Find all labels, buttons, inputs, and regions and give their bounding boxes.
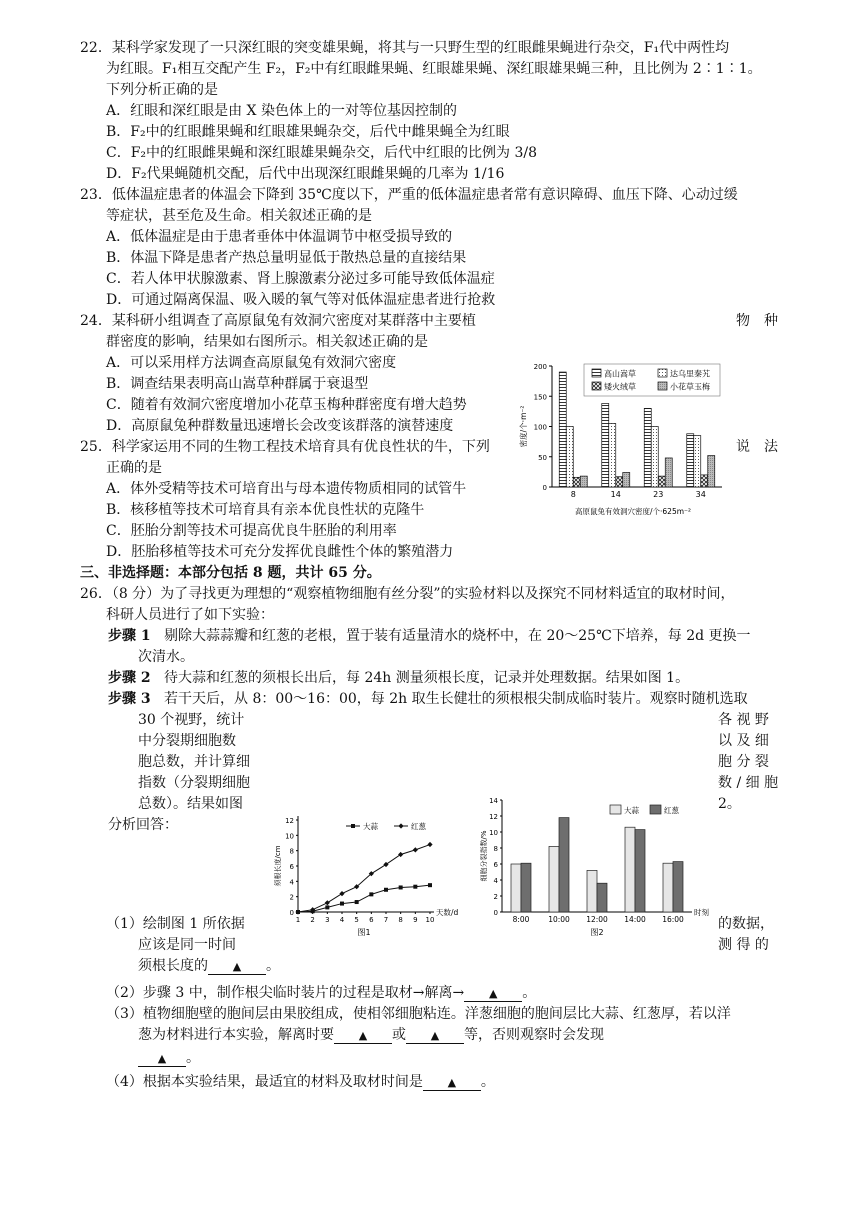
series-line-1 [298, 885, 430, 912]
step3-text-d: 胞总数，并计算细 [138, 754, 250, 770]
end-mark: 。 [186, 1050, 200, 1066]
q22-option-c: C．F₂中的红眼雌果蝇和深红眼雄果蝇杂交，后代中红眼的比例为 3/8 [106, 145, 538, 161]
bar-1 [559, 372, 566, 487]
legend-swatch [658, 382, 667, 390]
x-tick-label: 14 [610, 490, 621, 499]
plant-density-bar-chart [508, 356, 730, 520]
step3-text-c-tail: 以 及 细 [718, 733, 769, 749]
y-tick-label: 10 [285, 832, 294, 841]
x-tick-label: 8 [398, 916, 403, 924]
q23-option-b: B．体温下降是患者产热总量明显低于散热总量的直接结果 [106, 250, 467, 266]
bar-4 [708, 456, 715, 487]
q22-option-d: D．F₂代果蝇随机交配，后代中出现深红眼雌果蝇的几率为 1/16 [106, 166, 505, 182]
answer-blank-4[interactable]: ▲ [406, 1029, 464, 1044]
bar-3 [616, 477, 623, 487]
part3-or: 或 [392, 1027, 406, 1043]
x-tick-label: 9 [413, 916, 418, 924]
x-tick-label: 12:00 [586, 915, 608, 924]
q26-stem-line1: 26．（8 分）为了寻找更为理想的“观察植物细胞有丝分裂”的实验材料以及探究不同材料适宜的取材时间， [80, 586, 735, 602]
data-point [325, 900, 330, 905]
legend-swatch [650, 805, 661, 814]
x-tick-label: 7 [383, 916, 389, 924]
part2-line [106, 983, 536, 1003]
x-tick-label: 5 [354, 916, 359, 924]
step3-text: 若干天后，从 8：00～16：00，每 2h 取生长健壮的须根根尖制成临时装片。观察时随机选取 [164, 691, 748, 707]
y-axis-label: 细胞分裂指数/% [480, 830, 488, 882]
q24-stem-line1: 24．某科研小组调查了高原鼠兔有效洞穴密度对某群落中主要植 [80, 313, 476, 329]
end-mark: 。 [266, 958, 280, 974]
step1-label: 步骤 1 [108, 628, 151, 644]
x-axis-label: 高原鼠兔有效洞穴密度/个·625m⁻² [575, 507, 691, 516]
step3-text-f: 总数）。结果如图 [138, 796, 243, 812]
q25-stem-line2: 正确的是 [106, 460, 162, 476]
q24-option-a: A．可以采用样方法调查高原鼠兔有效洞穴密度 [106, 355, 397, 371]
q23-option-d: D．可通过隔离保温、吸入暖的氧气等对低体温症患者进行抢救 [106, 292, 496, 308]
y-tick-label: 200 [533, 363, 547, 371]
x-tick-label: 4 [339, 916, 345, 924]
bar-2 [609, 423, 616, 487]
q25-option-a: A．体外受精等技术可培育出与母本遗传物质相同的试管牛 [106, 481, 467, 497]
legend-marker [351, 824, 355, 828]
step3-text-d-tail: 胞 分 裂 [718, 754, 769, 770]
data-point [355, 900, 359, 904]
bar-2 [559, 818, 569, 912]
step3-text-f-tail: 2。 [718, 796, 741, 812]
analyze-label: 分析回答： [108, 817, 178, 833]
data-point [399, 885, 403, 889]
q25-option-b: B．核移植等技术可培育具有亲本优良性状的克隆牛 [106, 502, 425, 518]
q23-stem-line1: 23．低体温症患者的体温会下降到 35℃度以下，严重的低体温症患者常有意识障碍、血压下降、心动过缓 [80, 187, 738, 203]
bar-2 [566, 427, 573, 488]
step3-text-b-tail: 各 视 野 [718, 712, 769, 728]
q22-stem-line1: 22．某科学家发现了一只深红眼的突变雄果蝇，将其与一只野生型的红眼雌果蝇进行杂交，F₁代中两性均 [80, 40, 730, 56]
data-point [340, 902, 344, 906]
legend-label: 红葱 [664, 806, 679, 815]
figure-caption: 图2 [590, 928, 604, 937]
x-tick-label: 34 [695, 490, 706, 499]
q23-option-a: A．低体温症是由于患者垂体中体温调节中枢受损导致的 [106, 229, 453, 245]
q24-option-b: B．调查结果表明高山嵩草种群属于衰退型 [106, 376, 369, 392]
q24-option-c: C．随着有效洞穴密度增加小花草玉梅种群密度有增大趋势 [106, 397, 467, 413]
data-point [427, 842, 432, 847]
end-mark: 。 [480, 1074, 495, 1090]
y-tick-label: 12 [489, 813, 498, 821]
q22-stem-line2: 为红眼。F₁相互交配产生 F₂，F₂中有红眼雌果蝇、红眼雄果蝇、深红眼雄果蝇三种，且比例为 2∶1∶1。 [106, 61, 762, 77]
x-axis-label: 时刻 [694, 908, 709, 917]
legend-swatch [592, 382, 601, 390]
y-tick-label: 6 [493, 861, 498, 869]
y-tick-label: 6 [289, 863, 294, 871]
end-mark: 。 [522, 985, 537, 1001]
legend-label: 达乌里秦艽 [670, 369, 710, 379]
y-tick-label: 8 [493, 845, 498, 853]
legend-label: 矮火绒草 [604, 382, 636, 392]
bar-2 [635, 830, 645, 912]
x-tick-label: 1 [295, 916, 301, 924]
x-tick-label: 2 [310, 916, 315, 924]
x-tick-label: 8 [570, 490, 576, 499]
data-point [369, 892, 373, 896]
y-tick-label: 0 [493, 909, 498, 917]
part3-line2 [138, 1025, 604, 1045]
x-tick-label: 6 [369, 916, 374, 924]
q25-option-c: C．胚胎分割等技术可提高优良牛胚胎的利用率 [106, 523, 397, 539]
answer-blank-5[interactable]: ▲ [138, 1052, 186, 1067]
q22-option-b: B．F₂中的红眼雌果蝇和红眼雄果蝇杂交，后代中雌果蝇全为红眼 [106, 124, 510, 140]
q24-option-d: D．高原鼠兔种群数量迅速增长会改变该群落的演替速度 [106, 418, 454, 434]
q24-stem-line2: 群密度的影响，结果如右图所示。相关叙述正确的是 [106, 334, 428, 350]
step1-text: 剔除大蒜蒜瓣和红葱的老根，置于装有适量清水的烧杯中，在 20～25℃下培养，每 2d 更换一 [164, 628, 751, 644]
data-point [413, 847, 418, 852]
bar-1 [511, 864, 521, 912]
y-tick-label: 10 [489, 829, 498, 837]
answer-blank-6[interactable]: ▲ [423, 1076, 481, 1091]
bar-4 [623, 472, 630, 487]
bar-2 [651, 427, 658, 488]
answer-blank-2[interactable]: ▲ [464, 987, 522, 1002]
series-line-2 [298, 845, 430, 912]
bar-2 [673, 862, 683, 912]
bar-2 [521, 863, 531, 912]
figure-caption: 图1 [357, 928, 371, 937]
legend-label: 高山嵩草 [604, 369, 636, 379]
bar-1 [602, 404, 609, 487]
bar-4 [580, 476, 587, 487]
step1-text-cont: 次清水。 [138, 649, 194, 665]
q22-option-a: A．红眼和深红眼是由 X 染色体上的一对等位基因控制的 [106, 103, 457, 119]
y-tick-label: 2 [493, 893, 498, 901]
x-tick-label: 16:00 [662, 915, 684, 924]
answer-blank-3[interactable]: ▲ [334, 1029, 392, 1044]
bar-2 [694, 436, 701, 487]
bar-1 [549, 846, 559, 912]
bar-4 [665, 458, 672, 487]
q23-option-c: C．若人体甲状腺激素、肾上腺激素分泌过多可能导致低体温症 [106, 271, 495, 287]
bar-3 [701, 475, 708, 487]
data-point [325, 905, 329, 909]
legend-label: 红葱 [411, 822, 426, 831]
bar-1 [663, 863, 673, 912]
data-point [428, 883, 432, 887]
root-length-line-chart [270, 790, 474, 940]
y-tick-label: 8 [289, 847, 294, 856]
part1-line2: 应该是同一时间 [138, 937, 236, 953]
y-axis-label: 须根长度/cm [274, 845, 282, 887]
part1-line3 [138, 956, 280, 976]
part1-line1-tail: 的数据， [718, 916, 774, 932]
y-tick-label: 0 [542, 484, 547, 492]
q26-stem-line2: 科研人员进行了如下实验： [106, 607, 274, 623]
q25-stem-line1-tail: 说 法 [736, 439, 778, 455]
part4-line [106, 1072, 495, 1092]
q25-stem-line1: 25．科学家运用不同的生物工程技术培育具有优良性状的牛，下列 [80, 439, 490, 455]
step3-text-c: 中分裂期细胞数 [138, 733, 236, 749]
part1-text: 须根长度的 [138, 958, 208, 974]
part3-etc: 等，否则观察时会发现 [464, 1027, 604, 1043]
bar-1 [644, 408, 651, 487]
legend-swatch [610, 805, 621, 814]
x-tick-label: 10 [425, 916, 435, 924]
step2-label: 步骤 2 [108, 670, 151, 686]
q25-option-d: D．胚胎移植等技术可充分发挥优良雌性个体的繁殖潜力 [106, 544, 454, 560]
division-index-bar-chart [478, 790, 718, 940]
bar-2 [597, 883, 607, 912]
bar-3 [658, 476, 665, 487]
legend-swatch [658, 369, 667, 377]
q22-stem-line3: 下列分析正确的是 [106, 82, 218, 98]
step3-label: 步骤 3 [108, 691, 151, 707]
legend-label: 大蒜 [624, 806, 639, 815]
part3-line1: （3）植物细胞壁的胞间层由果胶组成，使相邻细胞粘连。洋葱细胞的胞间层比大蒜、红葱厚，若以洋 [106, 1006, 731, 1022]
x-tick-label: 8:00 [512, 915, 530, 924]
y-tick-label: 50 [538, 453, 547, 462]
y-tick-label: 0 [289, 909, 294, 917]
x-tick-label: 3 [325, 916, 330, 924]
part1-line1: （1）绘制图 1 所依据 [106, 916, 245, 932]
bar-3 [573, 477, 580, 487]
step3-text-e: 指数（分裂期细胞 [138, 775, 250, 791]
part4-text: （4）根据本实验结果，最适宜的材料及取材时间是 [106, 1074, 423, 1090]
section-heading: 三、非选择题：本部分包括 8 题，共计 65 分。 [80, 565, 381, 581]
x-tick-label: 23 [653, 490, 664, 499]
part3-line3 [138, 1048, 200, 1068]
y-tick-label: 4 [289, 878, 294, 887]
bar-1 [687, 434, 694, 487]
q23-stem-line2: 等症状，甚至危及生命。相关叙述正确的是 [106, 208, 372, 224]
data-point [339, 891, 344, 896]
data-point [384, 888, 388, 892]
step3-text-e-tail: 数 / 细 胞 [718, 775, 779, 791]
y-tick-label: 2 [289, 893, 294, 902]
legend-label: 小花草玉梅 [670, 382, 710, 392]
bar-1 [625, 827, 635, 912]
part2-text: （2）步骤 3 中，制作根尖临时装片的过程是取材→解离→ [106, 985, 465, 1001]
step3-text-b: 30 个视野，统计 [138, 712, 245, 728]
answer-blank-1[interactable]: ▲ [208, 960, 266, 975]
q24-stem-line1-tail: 物 种 [736, 313, 778, 329]
y-tick-label: 150 [533, 393, 547, 402]
data-point [413, 885, 417, 889]
y-axis-label: 密度/个·m⁻² [519, 405, 528, 448]
y-tick-label: 100 [533, 423, 547, 432]
part3-text: 葱为材料进行本实验，解离时要 [138, 1027, 334, 1043]
x-tick-label: 14:00 [624, 915, 646, 924]
y-tick-label: 14 [489, 797, 498, 805]
bar-1 [587, 870, 597, 912]
legend-marker [398, 823, 403, 828]
part1-line2-tail: 测 得 的 [718, 937, 769, 953]
step2-text: 待大蒜和红葱的须根长出后，每 24h 测量须根长度，记录并处理数据。结果如图 1。 [164, 670, 690, 686]
x-tick-label: 10:00 [548, 915, 570, 924]
x-axis-label: 天数/d [436, 908, 459, 917]
legend-swatch [592, 369, 601, 377]
y-tick-label: 12 [285, 817, 294, 825]
legend-label: 大蒜 [363, 822, 378, 831]
y-tick-label: 4 [493, 877, 498, 885]
